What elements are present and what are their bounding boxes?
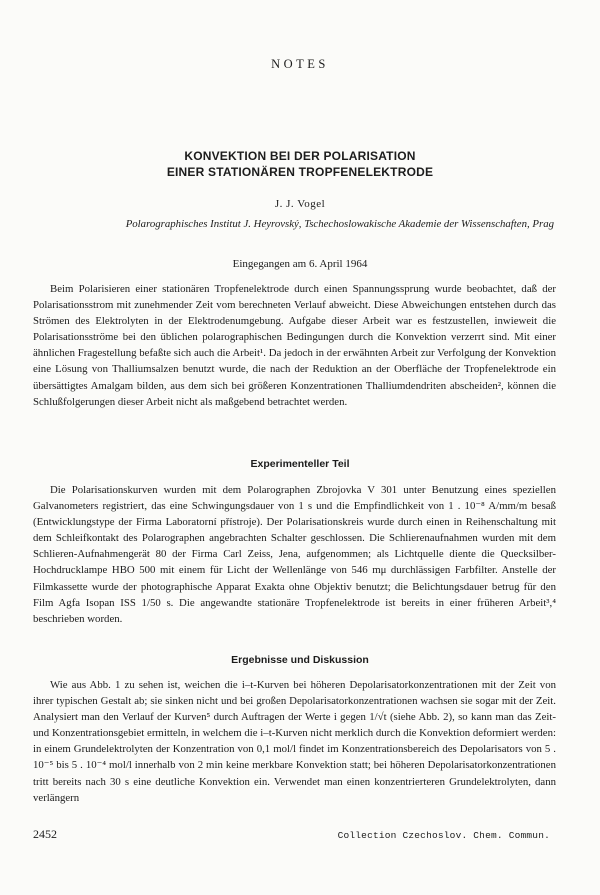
author: J. J. Vogel — [274, 198, 326, 210]
article-title-line-2: EINER STATIONÄREN TROPFENELEKTRODE — [166, 165, 434, 179]
intro-text: Beim Polarisieren einer stationären Tropfenelektrode durch einen Spannungssprung wurde beobachtet, daß der Polarisationsstrom mit zunehmender Zeit vom berechneten Verlauf abweicht. Diese Abweichungen entstehen durch das Strömen des Elektrolyten in der Elektrodenumgebung. Aufgabe dieser Arbeit war es festzustellen, inwieweit die Polarisationsströme bei den üblichen polarographischen Bedingungen durch die Konvektion verzerrt sind. Mit einer ähnlichen Fragestellung befaßte sich auch die Arbeit¹. Da jedoch in der erwähnten Arbeit zur Verfolgung der Konvektion eine Lösung von Thalliumsalzen benutzt wurde, die nach der Reduktion an der Oberfläche der Tropfenelektrode ein übersättigtes Amalgam bilden, aus dem sich bei größeren Konzentrationen Thalliumdendriten abscheiden², können die Schlußfolgerungen dieser Arbeit nicht als maßgebend betrachtet werden. — [33, 283, 556, 408]
affiliation: Polarographisches Institut J. Heyrovský, Tschechoslowakische Akademie der Wissenschaften, Prag — [125, 218, 554, 230]
article-title-line-1: KONVEKTION BEI DER POLARISATION — [184, 149, 416, 163]
heading-results: Ergebnisse und Diskussion — [231, 654, 369, 666]
section-header: NOTES — [271, 57, 329, 71]
results-paragraph — [33, 677, 556, 806]
experimental-paragraph — [33, 482, 556, 627]
heading-experimental: Experimenteller Teil — [250, 458, 350, 470]
journal-name: Collection Czechoslov. Chem. Commun. — [337, 830, 550, 841]
experimental-text: Die Polarisationskurven wurden mit dem Polarographen Zbrojovka V 301 unter Benutzung eines speziellen Galvanometers registriert, das eine Schwingungsdauer von 1 s und die Empfindlichkeit von 1 . 10⁻⁸ A/mm/m besaß (Entwicklungstype der Firma Laboratorní přístroje). Der Polarisationskreis wurde durch einen in Reihenschaltung mit dem Schleifkontakt des Polarographen angebrachten Schalter geschlossen. Die Schlierenaufnahmen wurden mit dem Schlieren-Aufnahmengerät 80 der Firma Carl Zeiss, Jena, aufgenommen; als Lichtquelle diente die Quecksilber-Hochdrucklampe HBO 500 mit einem für Licht der Wellenlänge von 546 mμ durchlässigen Farbfilter. Anstelle der Filmkassette wurde der photographische Apparat Exakta ohne Objektiv benutzt; die Belichtungsdauer betrug für den Film Agfa Isopan ISS 1/50 s. Die angewandte stationäre Tropfenelektrode ist bereits in einer früheren Arbeit³,⁴ beschrieben worden. — [33, 484, 556, 625]
results-text: Wie aus Abb. 1 zu sehen ist, weichen die i–t-Kurven bei höheren Depolarisatorkonzentrationen mit der Zeit von ihrer typischen Gestalt ab; sie sinken nicht und bei großen Depolarisatorkonzentrationen wachsen sie sogar mit der Zeit. Analysiert man den Verlauf der Kurven⁵ durch Auftragen der Werte i gegen 1/√t (siehe Abb. 2), so kann man das Zeit- und Konzentrationsgebiet ermitteln, in welchem die i–t-Kurven nicht merklich durch die Konvektion deformiert werden: in einem Grundelektrolyten der Konzentration von 0,1 mol/l findet im Konzentrationsbereich des Depolarisators von 5 . 10⁻⁵ bis 5 . 10⁻⁴ mol/l innerhalb von 2 min keine merkbare Konvektion statt; bei höheren Depolarisatorkonzentrationen tritt bereits nach 30 s eine deutliche Konvektion ein. Verwendet man einen konzentrierteren Grundelektrolyten, dann verlängern — [33, 679, 556, 804]
intro-paragraph — [33, 281, 556, 410]
received-date: Eingegangen am 6. April 1964 — [232, 258, 368, 270]
article-title — [0, 148, 600, 180]
page-number: 2452 — [33, 827, 57, 841]
